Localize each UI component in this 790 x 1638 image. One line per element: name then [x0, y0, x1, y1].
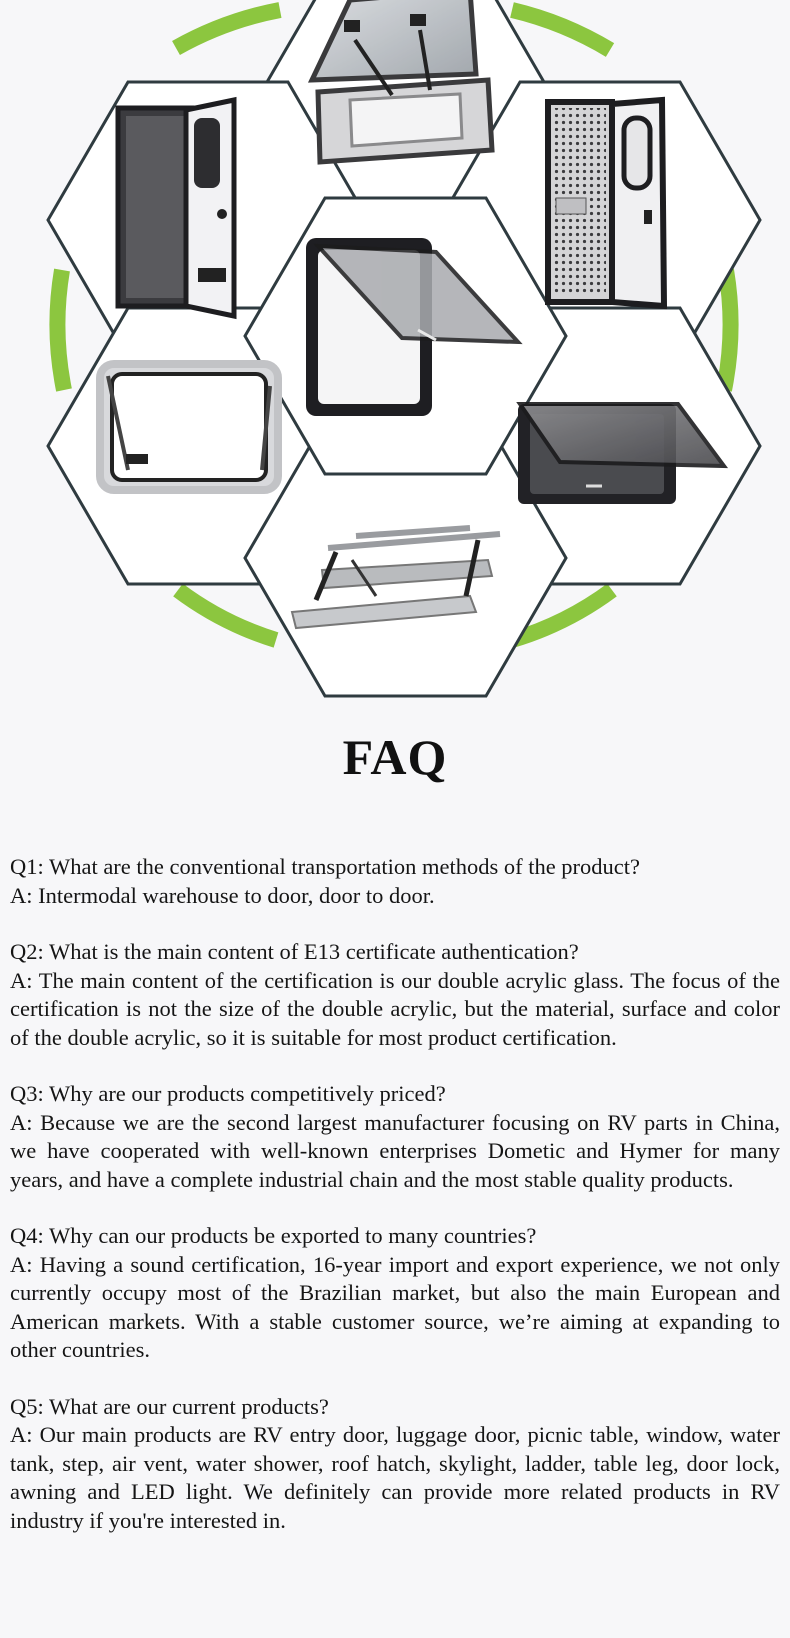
faq-answer: A: Our main products are RV entry door, luggage door, picnic table, window, water tank, step, air vent, water shower, roof hatch, skylight, ladder, table leg, door lock, awning and LED light. We definitely can provide more related products in RV industry if you're interested in. — [10, 1422, 780, 1533]
faq-question: Q3: Why are our products competitively priced? — [10, 1081, 446, 1106]
faq-question: Q5: What are our current products? — [10, 1393, 329, 1419]
faq-title: FAQ — [342, 729, 448, 785]
faq-item-q4 — [10, 1222, 780, 1365]
faq-question: Q4: Why can our products be exported to many countries? — [10, 1223, 537, 1248]
faq-answer: A: The main content of the certification is our double acrylic glass. The focus of the certification is not the size of the double acrylic, but the material, surface and color of the double acrylic, so it is suitable for most product certification. — [10, 967, 780, 1050]
sliding-window-icon — [100, 364, 278, 490]
entry-door-perforated-icon — [548, 100, 664, 306]
faq-answer: A: Intermodal warehouse to door, door to door. — [10, 882, 435, 908]
faq-item-q3 — [10, 1080, 780, 1194]
faq-item-q5 — [10, 1393, 780, 1536]
faq-question: Q2: What is the main content of E13 certificate authentication? — [10, 939, 579, 964]
faq-item-q1 — [10, 853, 780, 910]
faq-answer: A: Having a sound certification, 16-year import and export experience, we not only currently occupy most of the Brazilian market, but also the main European and American markets. With a stable customer source, we’re aiming at expanding to other countries. — [10, 1251, 780, 1362]
faq-list — [10, 853, 780, 1563]
product-collage — [0, 0, 790, 700]
faq-item-q2 — [10, 938, 780, 1052]
faq-answer: A: Because we are the second largest manufacturer focusing on RV parts in China, we have cooperated with well-known enterprises Dometic and Hymer for many years, and have a complete industrial chain and the most stable quality products. — [10, 1109, 780, 1192]
entry-door-screen-icon — [118, 100, 234, 316]
faq-question: Q1: What are the conventional transportation methods of the product? — [10, 854, 641, 879]
